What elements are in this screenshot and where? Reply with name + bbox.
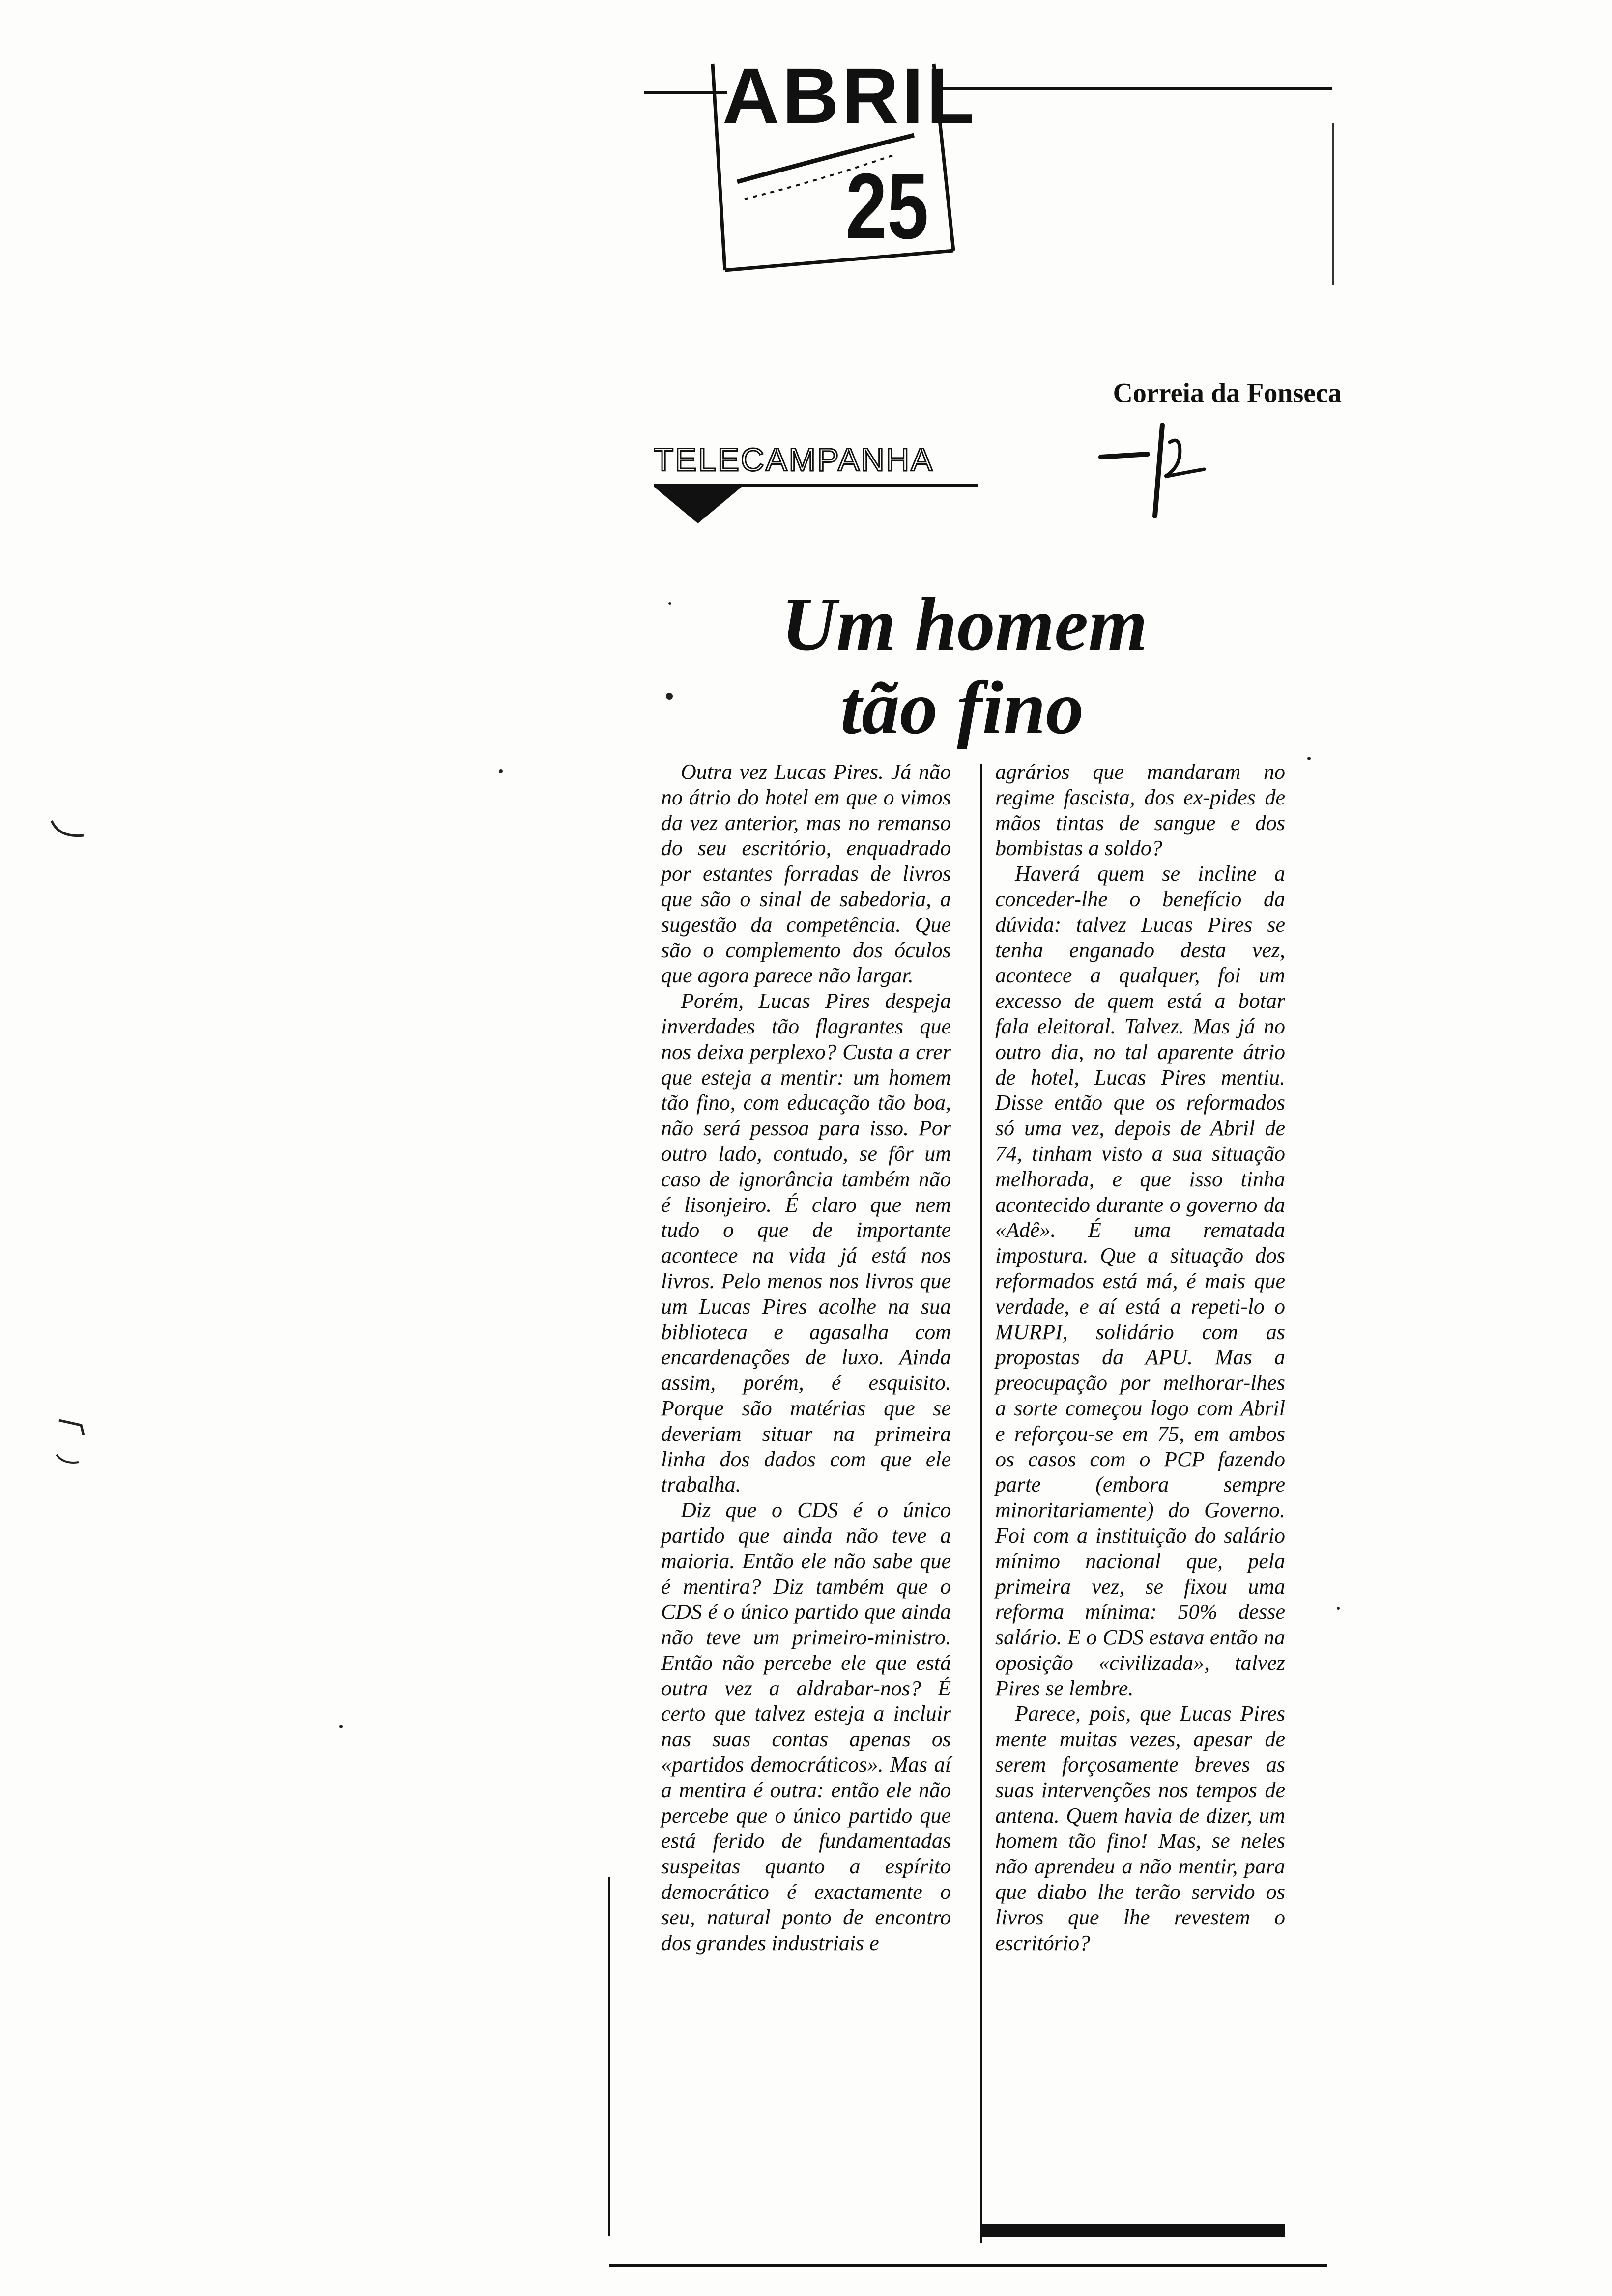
scan-speck [499, 769, 503, 773]
scan-mark [49, 1415, 88, 1474]
masthead-name: ABRIL [722, 52, 978, 140]
paragraph: Diz que o CDS é o único partido que ainda não teve a maioria. Então ele não sabe que é mentira? Diz também que o CDS é o único partido que ainda não teve um primeiro-ministro. Então não percebe ele que está outra vez a aldrabar-nos? É certo que talvez esteja a incluir nas suas contas apenas os «partidos democráticos». Mas aí a mentira é outra: então ele não percebe que o único partido que está ferido de fundamentadas suspeitas quanto a espírito democrático é exactamente o seu, natural ponto de encontro dos grandes industriais e [661, 1498, 951, 1955]
scan-speck [668, 602, 671, 605]
paragraph: Outra vez Lucas Pires. Já não no átrio do hotel em que o vimos da vez anterior, mas no remanso do seu escritório, enquadrado por estantes forradas de livros que são o sinal de sabedoria, a sugestão da competência. Que são o complemento dos óculos que agora parece não largar. [661, 760, 951, 988]
scan-edge-mark [1332, 123, 1334, 285]
article-end-bar [980, 2224, 1285, 2237]
scan-speck [339, 1725, 343, 1728]
paragraph: Porém, Lucas Pires despeja inverdades tão flagrantes que nos deixa perplexo? Custa a crer que esteja a mentir: um homem tão fino, com educação tão boa, não será pessoa para isso. Por outro lado, contudo, se fôr um caso de ignorância também não é lisonjeiro. É claro que nem tudo o que de importante acontece na vida já está nos livros. Pelo menos nos livros que um Lucas Pires acolhe na sua biblioteca e agasalha com encardenações de luxo. Ainda assim, porém, é esquisito. Porque são matérias que se deveriam situar na primeira linha dos dados com que ele trabalha. [661, 989, 951, 1497]
scan-speck [666, 693, 673, 700]
headline-line-1: Um homem [781, 582, 1148, 666]
handwritten-signature [1091, 423, 1248, 521]
section-label: TELECAMPANHA [654, 441, 934, 478]
scan-mark [49, 816, 88, 845]
left-rule [608, 1877, 610, 2236]
article-column-right [995, 759, 1285, 1955]
author-byline: Correia da Fonseca [1113, 378, 1342, 408]
headline-line-2: tão fino [840, 665, 1084, 750]
triangle-down-icon [654, 487, 742, 526]
bottom-rule [609, 2264, 1327, 2267]
column-divider [980, 764, 982, 2243]
scan-speck [1307, 757, 1311, 760]
paragraph: agrários que mandaram no regime fascista, dos ex-pides de mãos tintas de sangue e dos bombistas a soldo? [995, 760, 1285, 861]
scan-speck [1337, 1607, 1340, 1610]
article-column-left [661, 759, 951, 1955]
paragraph: Parece, pois, que Lucas Pires mente muitas vezes, apesar de serem forçosamente breves as suas intervenções nos tempos de antena. Quem havia de dizer, um homem tão fino! Mas, se neles não aprendeu a não mentir, para que diabo lhe terão servido os livros que lhe revestem o escritório? [995, 1701, 1285, 1955]
paragraph: Haverá quem se incline a conceder-lhe o benefício da dúvida: talvez Lucas Pires se tenha enganado desta vez, acontece a qualquer, foi um excesso de quem está a botar fala eleitoral. Talvez. Mas já no outro dia, no tal aparente átrio de hotel, Lucas Pires mentiu. Disse então que os reformados só uma vez, depois de Abril de 74, tinham visto a sua situação melhorada, e que isso tinha acontecido durante o governo da «Adê». É uma rematada impostura. Que a situação dos reformados está má, é mais que verdade, e aí está a repeti-lo o MURPI, solidário com as propostas da APU. Mas a preocupação por melhorar-lhes a sorte começou logo com Abril e reforçou-se em 75, em ambos os casos com o PCP fazendo parte (embora sempre minoritariamente) do Governo. Foi com a instituição do salário mínimo nacional que, pela primeira vez, se fixou uma reforma mínima: 50% desse salário. E o CDS estava então na oposição «civilizada», talvez Pires se lembre. [995, 861, 1285, 1700]
masthead-number: 25 [845, 154, 929, 258]
